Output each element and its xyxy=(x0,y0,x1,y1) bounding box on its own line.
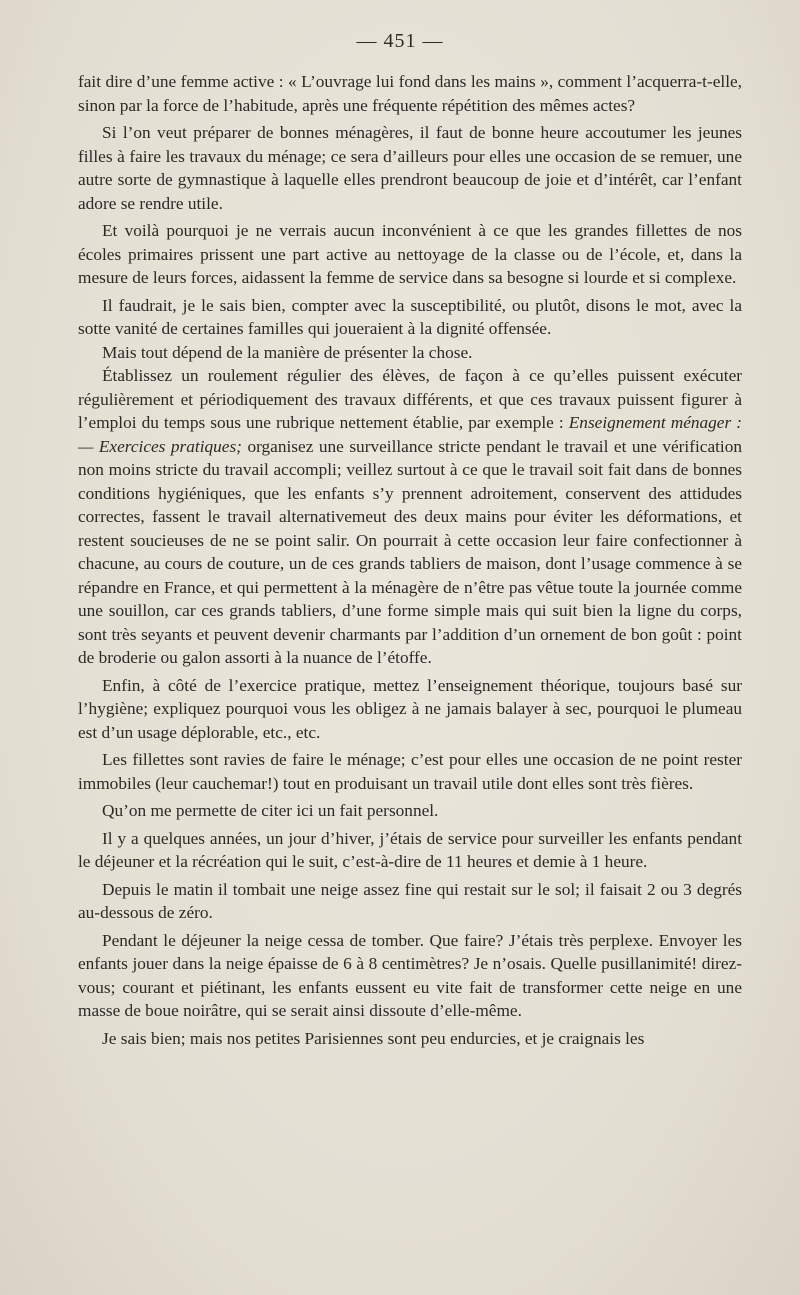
paragraph-text: organisez une surveillance stricte pendant le travail et une vérification non moins stricte du travail accompli; veillez surtout à ce que le travail soit fait dans de bonnes conditions hygiéniques, que les enfants s’y prennent adroitement, conservent des attidudes correctes, fassent le travail alternativemeut des deux mains pour éviter les déformations, et restent soucieuses de ne se point salir. On pourrait à cette occasion leur faire confectionner à chacune, au cours de couture, un de ces grands tabliers de maison, dont l’usage commence à se répandre en France, et qui permettent à la ménagère de n’être pas vêtue toute la journée comme une souillon, car ces grands tabliers, d’une forme simple mais qui suit bien la ligne du corps, sont très seyants et peuvent devenir charmants par l’addition d’un ornement de bon goût : point de broderie ou galon assorti à la nuance de l’étoffe. xyxy=(78,436,742,667)
paragraph: Pendant le déjeuner la neige cessa de tomber. Que faire? J’étais très perplexe. Envoyer les enfants jouer dans la neige épaisse de 6 à 8 centimètres? Je n’osais. Quelle pusillanimité! direz-vous; courant et piétinant, les enfants eussent eu vite fait de transformer cette neige en une masse de boue noirâtre, qui se serait ainsi dissoute d’elle-même. xyxy=(78,930,742,1020)
paragraph: Il faudrait, je le sais bien, compter avec la susceptibilité, ou plutôt, disons le mot, avec la sotte vanité de certaines familles qui joueraient à la dignité offensée. xyxy=(78,295,742,338)
paragraph: Je sais bien; mais nos petites Parisiennes sont peu endurcies, et je craignais les xyxy=(102,1028,645,1048)
paragraph: Il y a quelques années, un jour d’hiver, j’étais de service pour surveiller les enfants pendant le déjeuner et la récréation qui le suit, c’est-à-dire de 11 heures et demie à 1 heure. xyxy=(78,828,742,871)
page-number: — 451 — xyxy=(356,30,444,52)
paragraph: Depuis le matin il tombait une neige assez fine qui restait sur le sol; il faisait 2 ou 3 degrés au-dessous de zéro. xyxy=(78,879,742,922)
paragraph: Enfin, à côté de l’exercice pratique, mettez l’enseignement théorique, toujours basé sur l’hygiène; expliquez pourquoi vous les obligez à ne jamais balayer à sec, pourquoi le plumeau est d’un usage déplorable, etc., etc. xyxy=(78,675,742,742)
paragraph: Mais tout dépend de la manière de présenter la chose. xyxy=(102,342,473,362)
body-text xyxy=(78,70,742,1050)
paragraph: Les fillettes sont ravies de faire le ménage; c’est pour elles une occasion de ne point rester immobiles (leur cauchemar!) tout en produisant un travail utile dont elles sont très fières. xyxy=(78,750,742,793)
paragraph: Et voilà pourquoi je ne verrais aucun inconvénient à ce que les grandes fillettes de nos écoles primaires prissent une part active au nettoyage de la classe ou de l’école, et, dans la mesure de leurs forces, aidassent la femme de service dans sa besogne si lourde et si complexe. xyxy=(78,221,742,287)
paragraph: Si l’on veut préparer de bonnes ménagères, il faut de bonne heure accoutumer les jeunes filles à faire les travaux du ménage; ce sera d’ailleurs pour elles une occasion de se remuer, une autre sorte de gymnastique à laquelle elles prendront beaucoup de joie et d’intérêt, car l’enfant adore se rendre utile. xyxy=(78,123,742,213)
paragraph-text: Établissez un roulement régulier des élèves, de façon à ce qu’elles puissent exécuter régulièrement et périodiquement des travaux différents, et que ces travaux puissent figurer à l’emploi du temps sous une rubrique nettement établie, par exemple : xyxy=(78,366,742,432)
paragraph: Qu’on me permette de citer ici un fait personnel. xyxy=(102,801,439,820)
paragraph xyxy=(78,364,742,670)
italic-rubric: Enseignement ménager : — Exercices pratiques; xyxy=(78,413,742,456)
paragraph-continuation: fait dire d’une femme active : « L’ouvrage lui fond dans les mains », comment l’acquerra-t-elle, sinon par la force de l’habitude, après une fréquente répétition des mêmes actes? xyxy=(78,72,742,115)
